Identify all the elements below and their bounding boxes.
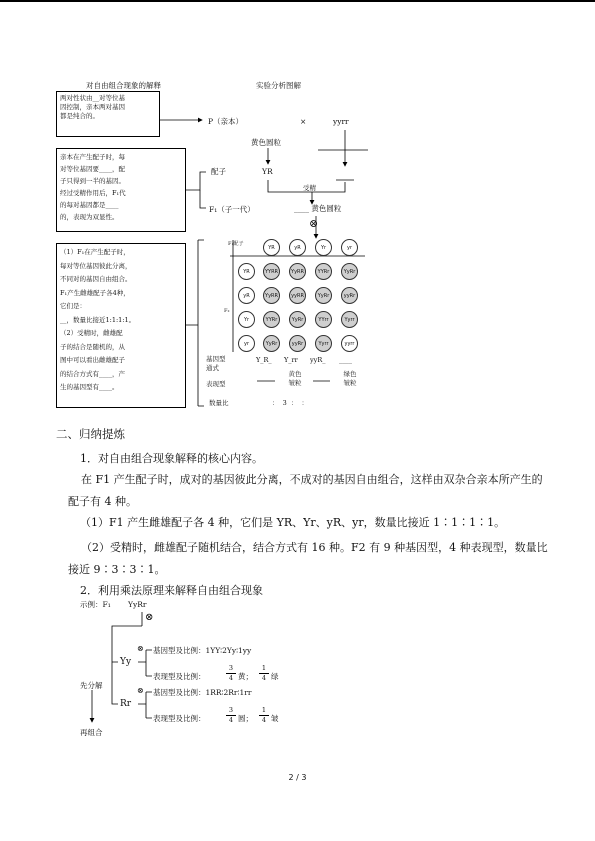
diagram2-combine-label: 再组合 <box>80 728 103 737</box>
box2-line: 子只得到一半的基因。 <box>60 177 125 185</box>
rr-phenotype-prefix: 表现型及比例： <box>153 714 206 723</box>
yy-phen-b-den: 4 <box>261 674 267 682</box>
punnett-cell: YyRr <box>289 311 306 328</box>
box3-line: 每对等位基因彼此分离， <box>60 261 132 270</box>
diagram2-example: 示例：F₁ <box>80 600 111 609</box>
ratio-label: 数量比 <box>209 399 229 407</box>
box2-line: 经过受精作用后，F₁代 <box>60 189 126 197</box>
box1-line: 两对性状由__对等位基 <box>60 94 125 102</box>
item1-sub1: （1）F1 产生雌雄配子各 4 种，它们是 YR、Yr、yR、yr，数量比接近 1∶1∶1∶1。 <box>80 516 506 529</box>
yy-phen-a-num: 3 <box>226 664 236 674</box>
punnett-cell: YYRr <box>315 263 332 280</box>
item2-title: 2．利用乘法原理来解释自由组合现象 <box>80 584 263 597</box>
punnett-row-gamete: Yr <box>238 311 255 328</box>
punnett-cell: yyRR <box>289 287 306 304</box>
gamete-label: 配子 <box>211 167 226 176</box>
box3-line: 它们是： <box>60 302 86 310</box>
fertilization-label: 受精 <box>303 184 316 192</box>
punnett-cell: YyRR <box>263 287 280 304</box>
diagram2-self-icon: ⊗ <box>145 612 154 623</box>
yy-phen-a-text: 黄； <box>238 672 253 681</box>
genotype-class: Y_rr <box>284 356 298 364</box>
yy-phen-a-den: 4 <box>228 674 234 682</box>
yy-genotype-ratio: 基因型及比例：1YY∶2Yy∶1yy <box>153 646 252 655</box>
box3-line: 生的基因型有____。 <box>60 383 119 391</box>
right-title: 实验分析图解 <box>256 81 301 90</box>
rr-phen-a-num: 3 <box>226 706 236 716</box>
box3-line: __，数量比接近1:1:1:1。 <box>60 315 136 324</box>
diagram2-rr: Rr <box>120 699 132 709</box>
box2-line: 对等位基因要____，配 <box>60 165 125 173</box>
punnett-header-gamete: yr <box>341 239 358 256</box>
gamete-yr: YR <box>262 167 273 176</box>
punnett-cell: yyrr <box>341 335 358 352</box>
punnett-header-gamete: yR <box>289 239 306 256</box>
rr-phen-b-num: 1 <box>259 706 269 716</box>
punnett-cell: Yyrr <box>315 335 332 352</box>
item1-sub2: （2）受精时，雌雄配子随机结合，结合方式有 16 种。F2 有 9 种基因型，4 种表现型，数量比接近 9∶3∶3∶1。 <box>68 541 548 576</box>
diagram2-self-yy-icon: ⊗ <box>137 644 144 653</box>
punnett-cell: YYRr <box>263 311 280 328</box>
genotype-label: 基因型 通式 <box>206 355 226 372</box>
box1-line: 都是纯合的。 <box>60 112 99 120</box>
diagram2-yy: Yy <box>120 657 132 667</box>
punnett-row-gamete: yr <box>238 335 255 352</box>
rr-phen-a-den: 4 <box>228 716 234 724</box>
page-number: 2 / 3 <box>288 773 307 782</box>
yy-phen-b-text: 绿 <box>271 672 279 681</box>
box2-line: 的，表现为双显性。 <box>60 213 119 221</box>
punnett-row-gamete: yR <box>238 287 255 304</box>
rr-phen-b-text: 皱 <box>271 714 279 723</box>
f1-phenotype: ____ 黄色圆粒 <box>294 204 342 213</box>
punnett-cell: yyRr <box>289 335 306 352</box>
ratio-values: ： 3 ： ： <box>272 399 309 407</box>
genotype-class: ____ <box>339 356 352 364</box>
rr-phen-b-den: 4 <box>261 716 267 724</box>
item1-title: 1．对自由组合现象解释的核心内容。 <box>80 452 263 465</box>
diagram2-split-label: 先分解 <box>80 681 103 690</box>
cross-symbol: × <box>300 117 307 126</box>
p-generation-label: P（亲本） <box>208 117 244 126</box>
yy-phenotype-prefix: 表现型及比例： <box>153 672 206 681</box>
f1-label: F₁（子一代） <box>209 205 255 214</box>
box2-line: 亲本在产生配子时，每 <box>60 153 125 161</box>
punnett-row-gamete: YR <box>238 263 255 280</box>
rr-genotype-ratio: 基因型及比例：1RR∶2Rr∶1rr <box>153 688 252 697</box>
genotype-class: Y_R_ <box>256 356 272 364</box>
phenotype-label: 表现型 <box>206 380 226 388</box>
box3-line: 图中可以看出雌雄配子 <box>60 356 125 364</box>
punnett-cell: YyRR <box>289 263 306 280</box>
punnett-header-gamete: Yr <box>315 239 332 256</box>
selfing-symbol: ⊗ <box>309 217 319 230</box>
box1-line: 因控制，亲本两对基因 <box>60 103 125 111</box>
punnett-cell: YyRr <box>315 287 332 304</box>
f1-gametes-label: F₁配子 <box>228 241 244 247</box>
section-title: 二、归纳提炼 <box>56 427 125 441</box>
box3-line: 不同对的基因自由组合。 <box>60 275 132 283</box>
box3-line: （2）受精时，雌雄配 <box>60 329 123 337</box>
f2-label: F₂ <box>224 308 230 314</box>
punnett-cell: Yyrr <box>341 311 358 328</box>
punnett-cell: YYrr <box>315 311 332 328</box>
punnett-header-gamete: YR <box>263 239 280 256</box>
punnett-cell: YYRR <box>263 263 280 280</box>
yy-phen-b-num: 1 <box>259 664 269 674</box>
phenotype-class: 绿色 皱粒 <box>343 370 357 387</box>
diagram2-parent: YyRr <box>128 600 147 609</box>
genotype-class: yyR_ <box>310 356 326 364</box>
left-title: 对自由组合现象的解释 <box>86 81 161 90</box>
box3-line: （1）F₁在产生配子时， <box>60 248 130 256</box>
item1-paragraph: 在 F1 产生配子时，成对的基因彼此分离，不成对的基因自由组合，这样由双杂合亲本所产生的配子有 4 种。 <box>68 473 543 508</box>
box2-line: 的每对基因都是____ <box>60 201 119 209</box>
box3-line: 的结合方式有____，产 <box>60 369 125 378</box>
punnett-cell: YyRr <box>341 263 358 280</box>
box3-line: F₁产生雌雄配子各4种， <box>60 288 130 297</box>
box3-line: 子的结合是随机的，从 <box>60 342 125 351</box>
punnett-cell: YyRr <box>263 335 280 352</box>
phenotype-class: 黄色 皱粒 <box>288 370 302 387</box>
punnett-cell: yyRr <box>341 287 358 304</box>
p-dominant-phenotype: 黄色圆粒 <box>251 138 281 147</box>
diagram2-self-rr-icon: ⊗ <box>137 686 144 695</box>
rr-phen-a-text: 圆； <box>238 714 253 723</box>
p-recessive-genotype: yyrr <box>333 117 349 126</box>
